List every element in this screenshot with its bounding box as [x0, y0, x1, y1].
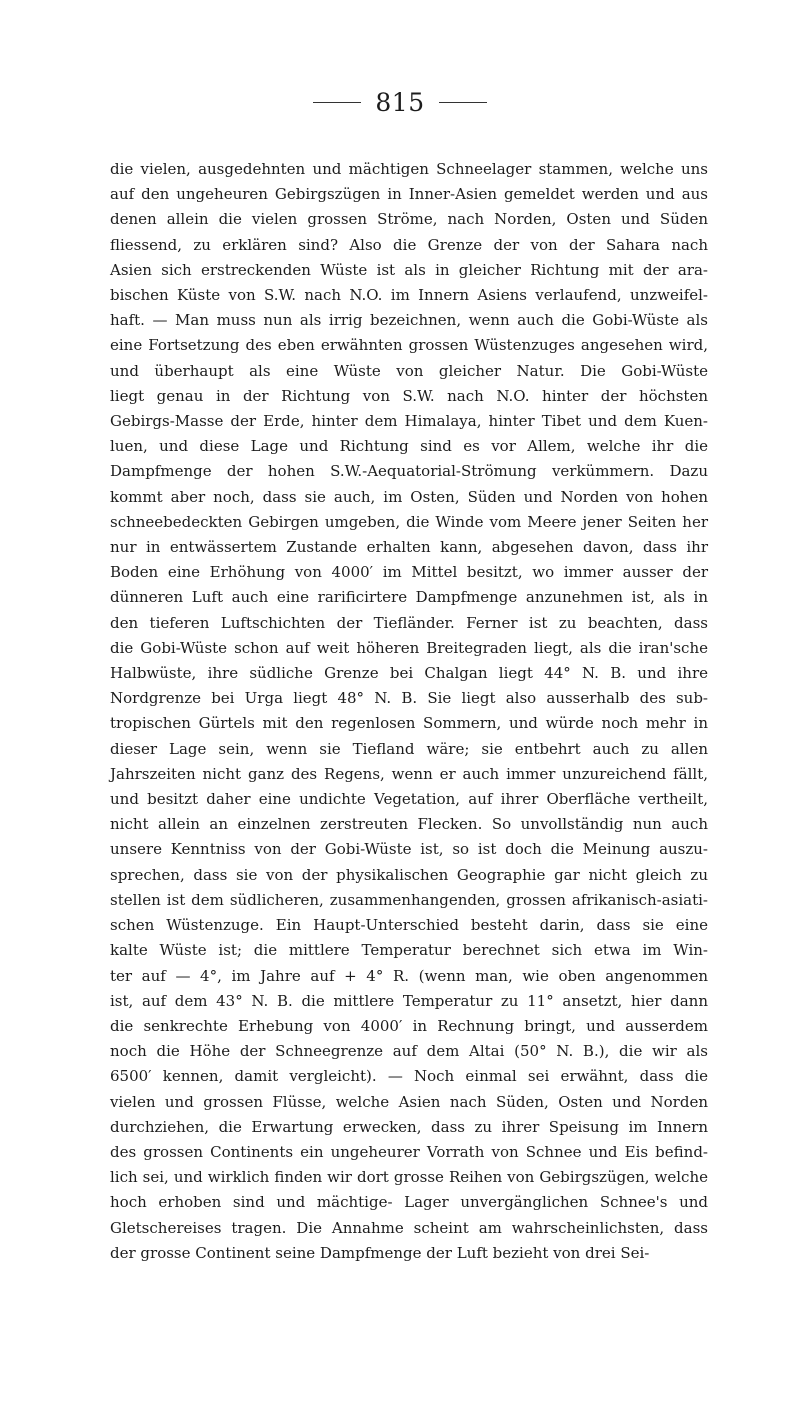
- text-line: den tieferen Luftschichten der Tiefländer. Ferner ist zu beachten, dass: [110, 613, 708, 632]
- text-line: dieser Lage sein, wenn sie Tiefland wäre; sie entbehrt auch zu allen: [110, 739, 708, 758]
- header-rule-right: [439, 102, 487, 103]
- text-line: ist, auf dem 43° N. B. die mittlere Temperatur zu 11° ansetzt, hier dann: [110, 991, 708, 1010]
- body-text: [110, 157, 708, 1266]
- text-line: Boden eine Erhöhung von 4000′ im Mittel besitzt, wo immer ausser der: [110, 563, 708, 582]
- text-line: Dampfmenge der hohen S.W.-Aequatorial-Strömung verkümmern. Dazu: [110, 462, 708, 481]
- text-line: schneebedeckten Gebirgen umgeben, die Winde vom Meere jener Seiten her: [110, 512, 708, 531]
- text-line: stellen ist dem südlicheren, zusammenhangenden, grossen afrikanisch-asiati-: [110, 890, 708, 909]
- text-line: Jahrszeiten nicht ganz des Regens, wenn er auch immer unzureichend fällt,: [110, 764, 708, 783]
- text-line: kalte Wüste ist; die mittlere Temperatur berechnet sich etwa im Win-: [110, 941, 708, 960]
- text-line: die vielen, ausgedehnten und mächtigen Schneelager stammen, welche uns: [110, 160, 708, 178]
- text-line: Gebirgs-Masse der Erde, hinter dem Himalaya, hinter Tibet und dem Kuen-: [110, 412, 708, 431]
- text-line: und überhaupt als eine Wüste von gleicher Natur. Die Gobi-Wüste: [110, 361, 708, 380]
- text-line: sprechen, dass sie von der physikalischen Geographie gar nicht gleich zu: [110, 865, 708, 884]
- text-line: Gletschereises tragen. Die Annahme scheint am wahrscheinlichsten, dass: [110, 1218, 708, 1237]
- text-line: nur in entwässertem Zustande erhalten kann, abgesehen davon, dass ihr: [110, 538, 708, 557]
- text-line: ter auf — 4°, im Jahre auf + 4° R. (wenn man, wie oben angenommen: [110, 966, 708, 985]
- text-line: tropischen Gürtels mit den regenlosen Sommern, und würde noch mehr in: [110, 714, 708, 733]
- text-line: die Gobi-Wüste schon auf weit höheren Breitegraden liegt, als die iran'sche: [110, 638, 708, 657]
- text-line: bischen Küste von S.W. nach N.O. im Innern Asiens verlaufend, unzweifel-: [110, 286, 708, 305]
- text-line: unsere Kenntniss von der Gobi-Wüste ist, so ist doch die Meinung auszu-: [110, 840, 708, 859]
- text-line: noch die Höhe der Schneegrenze auf dem Altai (50° N. B.), die wir als: [110, 1042, 708, 1061]
- text-line: vielen und grossen Flüsse, welche Asien nach Süden, Osten und Norden: [110, 1092, 708, 1111]
- text-line: 6500′ kennen, damit vergleicht). — Noch einmal sei erwähnt, dass die: [110, 1067, 708, 1086]
- text-line: fliessend, zu erklären sind? Also die Grenze der von der Sahara nach: [110, 235, 708, 254]
- text-line: Halbwüste, ihre südliche Grenze bei Chalgan liegt 44° N. B. und ihre: [110, 664, 708, 683]
- text-line: haft. — Man muss nun als irrig bezeichnen, wenn auch die Gobi-Wüste als: [110, 311, 708, 330]
- text-line: nicht allein an einzelnen zerstreuten Flecken. So unvollständig nun auch: [110, 815, 708, 834]
- text-line: Asien sich erstreckenden Wüste ist als in gleicher Richtung mit der ara-: [110, 260, 708, 279]
- text-line: durchziehen, die Erwartung erwecken, dass zu ihrer Speisung im Innern: [110, 1117, 708, 1136]
- page-number: 815: [375, 88, 425, 117]
- text-line: die senkrechte Erhebung von 4000′ in Rechnung bringt, und ausserdem: [110, 1016, 708, 1035]
- text-line: hoch erhoben sind und mächtige- Lager unvergänglichen Schnee's und: [110, 1193, 708, 1212]
- text-line: lich sei, und wirklich finden wir dort grosse Reihen von Gebirgszügen, welche: [110, 1168, 708, 1187]
- text-line: dünneren Luft auch eine rarificirtere Dampfmenge anzunehmen ist, als in: [110, 588, 708, 607]
- text-line: eine Fortsetzung des eben erwähnten grossen Wüstenzuges angesehen wird,: [110, 336, 708, 355]
- header-rule-left: [313, 102, 361, 103]
- text-line: luen, und diese Lage und Richtung sind es vor Allem, welche ihr die: [110, 437, 708, 456]
- text-line: der grosse Continent seine Dampfmenge der Luft bezieht von drei Sei-: [110, 1243, 650, 1262]
- text-line: Nordgrenze bei Urga liegt 48° N. B. Sie liegt also ausserhalb des sub-: [110, 689, 708, 708]
- text-line: liegt genau in der Richtung von S.W. nach N.O. hinter der höchsten: [110, 386, 708, 405]
- text-line: auf den ungeheuren Gebirgszügen in Inner-Asien gemeldet werden und aus: [110, 185, 708, 204]
- page-header: [0, 88, 800, 117]
- text-line: kommt aber noch, dass sie auch, im Osten, Süden und Norden von hohen: [110, 487, 708, 506]
- text-line: schen Wüstenzuge. Ein Haupt-Unterschied besteht darin, dass sie eine: [110, 916, 708, 935]
- text-line: des grossen Continents ein ungeheurer Vorrath von Schnee und Eis befind-: [110, 1142, 708, 1161]
- text-line: und besitzt daher eine undichte Vegetation, auf ihrer Oberfläche vertheilt,: [110, 790, 708, 809]
- text-line: denen allein die vielen grossen Ströme, nach Norden, Osten und Süden: [110, 210, 708, 229]
